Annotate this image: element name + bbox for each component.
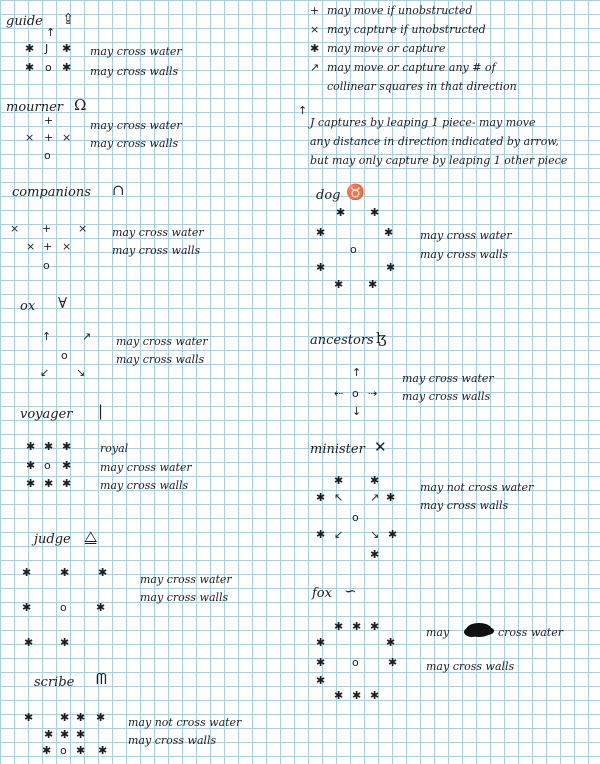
leap-note-line3: but may only capture by leaping 1 other piece	[310, 154, 568, 167]
voyager-diagram-origin: o	[44, 459, 51, 472]
scribe-diagram-mark: ✱	[76, 711, 86, 724]
companions-diagram-mark: +	[43, 240, 53, 253]
legend-plus-symbol: +	[310, 4, 320, 17]
judge-diagram-mark: ✱	[22, 601, 32, 614]
minister-name: minister	[310, 442, 365, 457]
scribe-rule-water: may not cross water	[128, 716, 242, 729]
ancestors-rule-walls: may cross walls	[402, 390, 491, 403]
scribe-rule-walls: may cross walls	[128, 734, 217, 747]
companions-rule-water: may cross water	[112, 226, 204, 239]
voyager-diagram-mark: ✱	[62, 440, 72, 453]
guide-rule-walls: may cross walls	[90, 65, 179, 78]
fox-diagram-mark: ✱	[370, 689, 380, 702]
dog-diagram-mark: ✱	[334, 278, 344, 291]
minister-rule-water: may not cross water	[420, 481, 534, 494]
scribe-diagram-mark: ✱	[42, 744, 52, 757]
guide-diagram-mark: ✱	[62, 42, 72, 55]
fox-name: fox	[312, 586, 332, 601]
fox-rule-may: may	[426, 626, 450, 639]
judge-rule-walls: may cross walls	[140, 591, 229, 604]
mourner-diagram-mark: +	[44, 131, 54, 144]
ox-rule-water: may cross water	[116, 335, 208, 348]
ox-diagram-arrow: ↘	[76, 366, 86, 379]
voyager-diagram-mark: ✱	[26, 459, 36, 472]
ox-glyph-icon: ∀	[58, 294, 68, 312]
mourner-diagram-mark: ×	[25, 131, 35, 144]
judge-diagram-mark: ✱	[24, 636, 34, 649]
fox-diagram-mark: ✱	[352, 689, 362, 702]
minister-diagram-arrow: ↖	[334, 491, 344, 504]
guide-rule-water: may cross water	[90, 45, 182, 58]
ox-rule-walls: may cross walls	[116, 353, 205, 366]
minister-diagram-mark: ✱	[388, 528, 398, 541]
scribe-diagram-mark: ✱	[44, 728, 54, 741]
mourner-rule-water: may cross water	[90, 119, 182, 132]
dog-diagram-origin: o	[350, 243, 357, 256]
judge-diagram-mark: ✱	[98, 566, 108, 579]
dog-diagram-mark: ✱	[370, 206, 380, 219]
ox-name: ox	[20, 299, 36, 314]
legend-cross-text: may capture if unobstructed	[327, 23, 486, 36]
leap-note-line2: any distance in direction indicated by arrow,	[310, 135, 559, 148]
ancestors-diagram-arrow: ⇠	[334, 387, 344, 400]
scribe-diagram-mark: ✱	[96, 711, 106, 724]
dog-diagram-mark: ✱	[384, 226, 394, 239]
ancestors-name: ancestors	[310, 333, 374, 348]
voyager-glyph-icon: |	[98, 402, 104, 420]
scribe-glyph-icon: ᗰ	[96, 670, 107, 688]
minister-glyph-icon: ✕	[374, 438, 387, 456]
companions-glyph-icon: ∩	[112, 181, 125, 199]
ox-diagram-arrow: ↙	[40, 366, 50, 379]
fox-diagram-mark: ✱	[386, 636, 396, 649]
judge-glyph-icon: ⧋	[84, 528, 98, 546]
companions-diagram-origin: o	[43, 259, 50, 272]
ox-diagram-arrow: ↑	[42, 330, 52, 343]
companions-diagram-mark: ×	[78, 222, 88, 235]
fox-diagram-mark: ✱	[334, 689, 344, 702]
dog-diagram-mark: ✱	[316, 261, 326, 274]
dog-rule-walls: may cross walls	[420, 248, 509, 261]
ancestors-diagram-arrow: ⇢	[368, 387, 378, 400]
fox-diagram-origin: o	[352, 656, 359, 669]
fox-diagram-mark: ✱	[316, 636, 326, 649]
ancestors-glyph-icon: ɮ	[376, 329, 387, 347]
ancestors-diagram-arrow: ↑	[352, 366, 362, 379]
fox-diagram-mark: ✱	[370, 620, 380, 633]
ancestors-diagram-origin: o	[352, 387, 359, 400]
legend-arrow-symbol: ↗	[310, 61, 320, 74]
voyager-diagram-mark: ✱	[26, 440, 36, 453]
dog-diagram-mark: ✱	[336, 206, 346, 219]
fox-diagram-mark: ✱	[316, 656, 326, 669]
ancestors-diagram-arrow: ↓	[352, 405, 362, 418]
judge-diagram-mark: ✱	[60, 566, 70, 579]
legend-star-text: may move or capture	[327, 42, 446, 55]
scribe-diagram-mark: ✱	[24, 711, 34, 724]
judge-name: judge	[34, 532, 71, 547]
judge-diagram-origin: o	[60, 601, 67, 614]
guide-diagram-mark: ✱	[25, 61, 35, 74]
fox-diagram-mark: ✱	[316, 674, 326, 687]
guide-diagram-arrow: ↑	[46, 26, 56, 39]
mourner-diagram-mark: +	[44, 114, 54, 127]
judge-rule-water: may cross water	[140, 573, 232, 586]
companions-diagram-mark: ×	[10, 222, 20, 235]
dog-name: dog	[316, 188, 341, 203]
legend-cross-symbol: ×	[310, 23, 320, 36]
ink-blot-icon	[462, 620, 496, 640]
minister-diagram-origin: o	[352, 511, 359, 524]
companions-diagram-mark: ×	[26, 240, 36, 253]
minister-diagram-mark: ✱	[370, 548, 380, 561]
scribe-diagram-mark: ✱	[98, 744, 108, 757]
dog-diagram-mark: ✱	[316, 226, 326, 239]
dog-rule-water: may cross water	[420, 229, 512, 242]
minister-diagram-arrow: ↗	[370, 491, 380, 504]
mourner-diagram-mark: ×	[62, 131, 72, 144]
judge-diagram-mark: ✱	[96, 601, 106, 614]
ox-diagram-arrow: ↗	[82, 330, 92, 343]
legend-plus-text: may move if unobstructed	[327, 4, 473, 17]
scribe-diagram-mark: ✱	[60, 728, 70, 741]
mourner-diagram-origin: o	[44, 149, 51, 162]
leap-note-line1: J captures by leaping 1 piece- may move	[310, 116, 536, 129]
legend-star-symbol: ✱	[310, 42, 320, 55]
voyager-diagram-mark: ✱	[62, 477, 72, 490]
minister-diagram-mark: ✱	[316, 528, 326, 541]
guide-name: guide	[6, 14, 43, 29]
leap-arrow-symbol: ↑	[298, 104, 308, 117]
guide-diagram-origin: o	[45, 61, 52, 74]
ancestors-rule-water: may cross water	[402, 372, 494, 385]
ox-diagram-origin: o	[61, 349, 68, 362]
minister-diagram-arrow: ↘	[370, 528, 380, 541]
legend-arrow-continued: collinear squares in that direction	[327, 80, 517, 93]
judge-diagram-mark: ✱	[60, 636, 70, 649]
minister-diagram-mark: ✱	[334, 474, 344, 487]
fox-rule-walls: may cross walls	[426, 660, 515, 673]
minister-diagram-arrow: ↙	[334, 528, 344, 541]
voyager-rule-walls: may cross walls	[100, 479, 189, 492]
minister-diagram-mark: ✱	[370, 474, 380, 487]
minister-diagram-mark: ✱	[386, 491, 396, 504]
fox-diagram-mark: ✱	[334, 620, 344, 633]
scribe-diagram-mark: ✱	[60, 711, 70, 724]
voyager-diagram-mark: ✱	[44, 440, 54, 453]
minister-rule-walls: may cross walls	[420, 499, 509, 512]
minister-diagram-mark: ✱	[316, 491, 326, 504]
companions-diagram-mark: ×	[62, 240, 72, 253]
fox-diagram-mark: ✱	[352, 620, 362, 633]
dog-diagram-mark: ✱	[368, 278, 378, 291]
voyager-diagram-mark: ✱	[44, 477, 54, 490]
voyager-rule-water: may cross water	[100, 461, 192, 474]
guide-diagram-mark: J	[45, 42, 49, 55]
fox-rule-water: cross water	[498, 626, 563, 639]
scribe-diagram-origin: o	[60, 744, 67, 757]
mourner-rule-walls: may cross walls	[90, 137, 179, 150]
judge-diagram-mark: ✱	[22, 566, 32, 579]
voyager-rule-royal: royal	[100, 442, 129, 455]
guide-diagram-mark: ✱	[62, 61, 72, 74]
voyager-diagram-mark: ✱	[62, 459, 72, 472]
dog-diagram-mark: ✱	[386, 261, 396, 274]
legend-arrow-text: may move or capture any # of	[327, 61, 496, 74]
companions-rule-walls: may cross walls	[112, 244, 201, 257]
scribe-diagram-mark: ✱	[76, 744, 86, 757]
guide-glyph-icon: ⇪	[62, 10, 75, 28]
voyager-diagram-mark: ✱	[26, 477, 36, 490]
companions-name: companions	[12, 185, 91, 200]
scribe-diagram-mark: ✱	[76, 728, 86, 741]
companions-diagram-mark: +	[42, 222, 52, 235]
guide-diagram-mark: ✱	[25, 42, 35, 55]
mourner-name: mourner	[6, 100, 64, 115]
voyager-name: voyager	[20, 407, 73, 422]
mourner-glyph-icon: Ω	[74, 96, 87, 114]
dog-glyph-icon: ♉	[346, 183, 365, 201]
fox-glyph-icon: ∽	[344, 582, 357, 600]
scribe-name: scribe	[34, 675, 75, 690]
fox-diagram-mark: ✱	[388, 656, 398, 669]
